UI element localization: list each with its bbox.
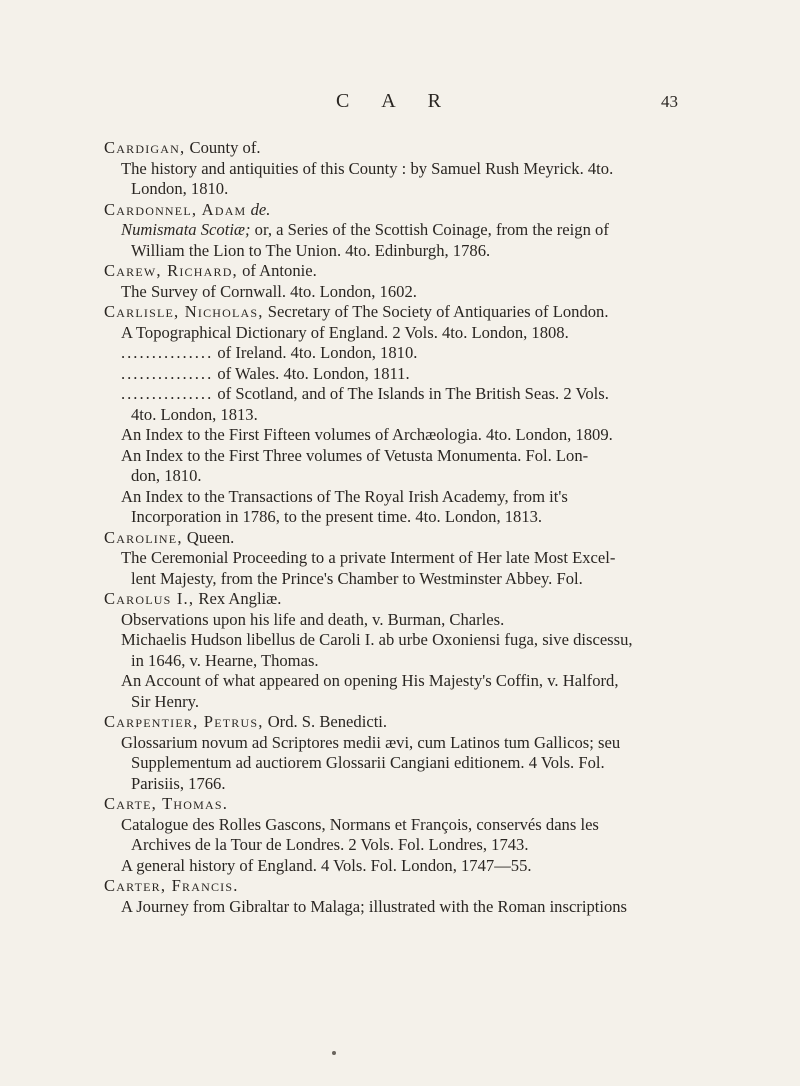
entry-text: of Scotland, and of The Islands in The British Seas. 2 Vols. [213,384,609,403]
author-name: Cardigan, [104,138,186,157]
entry-heading [104,712,724,733]
entry-title-line: An Index to the Transactions of The Royal Irish Academy, from it's [121,486,568,506]
author-name: Carlisle, Nicholas, [104,302,264,321]
entry-continuation-line: Sir Henry. [131,691,200,711]
entry-title-line [104,343,724,364]
author-qualifier: Queen. [182,527,235,547]
entry-heading [104,589,724,610]
entry-continuation-line: Parisiis, 1766. [131,773,226,793]
entry-title-line: A Topographical Dictionary of England. 2 Vols. 4to. London, 1808. [121,322,569,342]
running-title: C A R [336,90,455,112]
author-name: Carpentier, Petrus, [104,712,264,731]
author-qualifier: of Antonie. [237,261,317,280]
entry-continuation-line: 4to. London, 1813. [131,404,258,424]
author-qualifier: County of. [185,138,261,157]
entry-title-line: Glossarium novum ad Scriptores medii ævi, cum Latinos tum Gallicos; seu [121,732,621,752]
catalogue-entries [104,138,724,917]
author-name: Caroline, [104,527,183,547]
entry-title-line [104,384,724,405]
entry-title-line: An Index to the First Three volumes of Vetusta Monumenta. Fol. Lon- [121,445,589,465]
italic-title: Numismata Scotiæ; [121,220,251,239]
ditto-leader: ............... [121,343,214,362]
author-qualifier: Secretary of The Society of Antiquaries of London. [263,302,609,321]
entry-title-line: A general history of England. 4 Vols. Fol. London, 1747—55. [121,855,532,875]
author-name: Cardonnel, Adam [104,199,247,219]
entry-text: of Wales. 4to. London, 1811. [213,363,410,383]
entry-heading [104,261,724,282]
author-qualifier: Rex Angliæ. [194,589,282,608]
entry-text: or, a Series of the Scottish Coinage, from the reign of [250,220,609,239]
entry-continuation-line: in 1646, v. Hearne, Thomas. [131,650,319,670]
entry-heading [104,200,724,221]
entry-continuation-line: don, 1810. [131,466,202,485]
author-name: Carew, Richard, [104,261,238,280]
entry-title-line: The history and antiquities of this County : by Samuel Rush Meyrick. 4to. [121,158,614,178]
author-name: Carter, Francis. [104,876,239,895]
printer-mark [332,1051,336,1055]
author-name: Carolus I., [104,589,195,608]
ditto-leader: ............... [121,384,214,403]
entry-text: of Ireland. 4to. London, 1810. [213,343,418,362]
entry-continuation-line: Archives de la Tour de Londres. 2 Vols. Fol. Londres, 1743. [131,835,529,854]
entry-title-line: Michaelis Hudson libellus de Caroli I. ab urbe Oxoniensi fuga, sive discessu, [121,630,633,649]
entry-heading [104,528,724,549]
author-name: Carte, Thomas. [104,794,229,813]
page-number: 43 [661,92,678,111]
entry-title-line: Observations upon his life and death, v. Burman, Charles. [121,609,505,629]
ditto-leader: ............... [121,363,214,383]
entry-heading [104,302,724,323]
entry-continuation-line: lent Majesty, from the Prince's Chamber to Westminster Abbey. Fol. [131,568,583,588]
entry-continuation-line: London, 1810. [131,179,229,198]
entry-title-line: An Index to the First Fifteen volumes of Archæologia. 4to. London, 1809. [121,425,613,444]
entry-heading [104,138,724,159]
entry-title-line: A Journey from Gibraltar to Malaga; illustrated with the Roman inscriptions [121,896,628,916]
entry-continuation-line: Supplementum ad auctiorem Glossarii Cangiani editionem. 4 Vols. Fol. [131,753,605,772]
entry-title-line: Catalogue des Rolles Gascons, Normans et François, conservés dans les [121,814,599,834]
author-qualifier: de. [246,199,271,219]
entry-title-line: The Ceremonial Proceeding to a private Interment of Her late Most Excel- [121,548,616,567]
author-qualifier: Ord. S. Benedicti. [263,712,388,731]
entry-heading [104,876,724,897]
page-header [0,90,800,120]
entry-heading [104,794,724,815]
entry-title-line [104,220,724,241]
entry-title-line [104,364,724,385]
entry-continuation-line: Incorporation in 1786, to the present time. 4to. London, 1813. [131,507,543,526]
entry-title-line: The Survey of Cornwall. 4to. London, 1602. [121,281,417,301]
entry-title-line: An Account of what appeared on opening His Majesty's Coffin, v. Halford, [121,671,619,690]
entry-continuation-line: William the Lion to The Union. 4to. Edinburgh, 1786. [131,240,491,260]
